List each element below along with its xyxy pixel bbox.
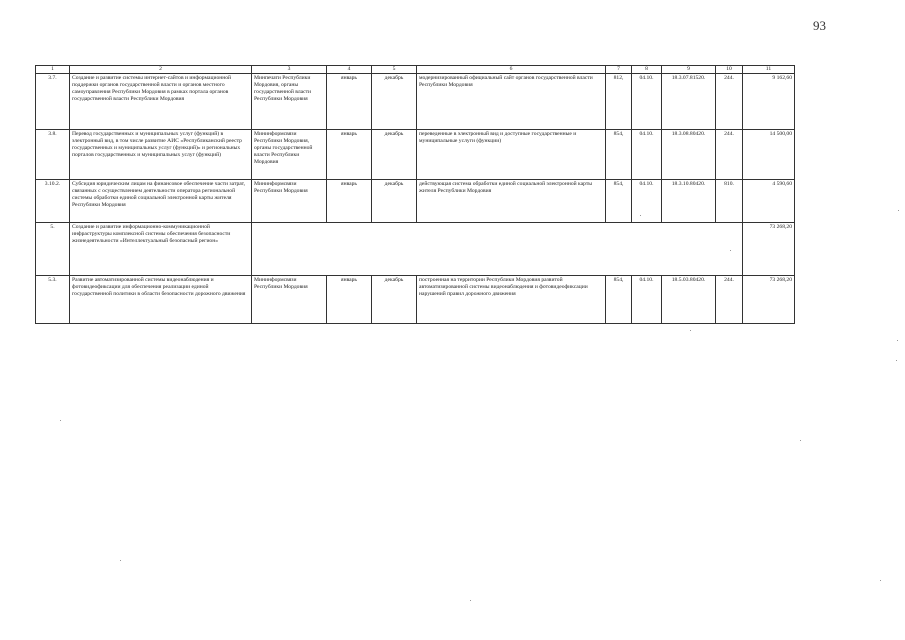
header-cell: 8 [632,66,662,74]
row-code-7: 812, [606,73,632,129]
row-empty-span [252,222,743,275]
row-end: декабрь [372,129,417,179]
row-name: Развитие автоматизированной системы видеонаблюдения и фотовидеофиксации для обеспечения реализации единой государственной политики в области безопасности дорожного движения [70,275,252,323]
row-number: 3.10.2. [36,179,70,222]
table-row [36,73,795,129]
row-start: январь [327,275,372,323]
row-end: декабрь [372,179,417,222]
row-number: 3.7. [36,73,70,129]
row-result: действующая система обработки единой социальной электронной карты жителя Республики Мордовия [417,179,606,222]
row-result: построенная на территории Республики Мордовия развитой автоматизированной системы видеонаблюдения и фотовидеофиксации нарушений правил дорожного движения [417,275,606,323]
row-code-10: 244. [716,73,743,129]
header-cell: 1 [36,66,70,74]
scan-speck [120,560,121,561]
row-executor: Мининформсвязи Республики Мордовия, органы государственной власти Республики Мордовия [252,129,327,179]
table-row [36,275,795,323]
scan-speck [880,580,881,581]
row-code-7: 854, [606,179,632,222]
row-executor: Минпечати Республики Мордовия, органы государственной власти Республики Мордовия [252,73,327,129]
row-code-9: 18.5.03.80420. [662,275,716,323]
scan-speck [898,210,899,211]
header-cell: 11 [743,66,795,74]
row-start: январь [327,179,372,222]
row-code-9: 18.3.10.80420. [662,179,716,222]
page-number: 93 [813,18,826,33]
budget-table [35,65,795,324]
header-row [36,66,795,74]
row-start: январь [327,129,372,179]
row-executor: Мининформсвязи Республики Мордовия [252,275,327,323]
scan-speck [690,330,691,331]
scan-speck [897,340,898,341]
scan-speck [730,250,731,251]
header-cell: 6 [417,66,606,74]
row-amount: 73 268,20 [743,275,795,323]
header-cell: 10 [716,66,743,74]
row-number: 5.3. [36,275,70,323]
row-end: декабрь [372,73,417,129]
scan-speck [640,215,641,216]
row-amount: 73 268,20 [743,222,795,275]
row-amount: 14 500,00 [743,129,795,179]
row-code-9: 18.3.07.81520. [662,73,716,129]
scan-speck [800,440,801,441]
row-code-7: 854, [606,129,632,179]
row-code-9: 18.3.08.80420. [662,129,716,179]
header-cell: 5 [372,66,417,74]
row-code-10: 244. [716,275,743,323]
row-result: модернизированный официальный сайт органов государственной власти Республики Мордовия [417,73,606,129]
row-code-10: 810. [716,179,743,222]
row-end: декабрь [372,275,417,323]
row-name: Создание и развитие системы интернет-сайтов и информационной поддержки органов государственной власти и органов местного самоуправления Республики Мордовия в рамках портала органов государственной власти Республики Мордовия [70,73,252,129]
header-cell: 7 [606,66,632,74]
row-code-8: 04.10. [632,275,662,323]
row-amount: 4 590,60 [743,179,795,222]
table-row [36,129,795,179]
header-cell: 3 [252,66,327,74]
row-name: Создание и развитие информационно-коммуникационной инфраструктуры комплексной системы обеспечения безопасности жизнедеятельности «Интеллектуальный безопасный регион» [70,222,252,275]
row-number: 3.8. [36,129,70,179]
row-number: 5. [36,222,70,275]
row-code-8: 04.10. [632,73,662,129]
row-start: январь [327,73,372,129]
row-result: переведенные в электронный вид и доступные государственные и муниципальные услуги (функции) [417,129,606,179]
table-row [36,179,795,222]
header-cell: 9 [662,66,716,74]
row-code-8: 04.10. [632,129,662,179]
scan-speck [60,420,61,421]
scan-speck [896,360,897,361]
row-code-8: 04.10. [632,179,662,222]
table-row [36,222,795,275]
row-name: Перевод государственных и муниципальных услуг (функций) в электронный вид, в том числе развитие АИС «Республиканский реестр государственных и муниципальных услуг (функций)» и региональных порталов государственных и муниципальных услуг (функций) [70,129,252,179]
row-code-10: 244. [716,129,743,179]
scan-speck [470,600,471,601]
row-executor: Мининформсвязи Республики Мордовия [252,179,327,222]
row-amount: 9 162,60 [743,73,795,129]
row-code-7: 854, [606,275,632,323]
header-cell: 4 [327,66,372,74]
header-cell: 2 [70,66,252,74]
row-name: Субсидия юридическим лицам на финансовое обеспечение части затрат, связанных с осуществлением деятельности оператора региональной системы обработки единой социальной электронной карты жителя Республики Мордовия [70,179,252,222]
